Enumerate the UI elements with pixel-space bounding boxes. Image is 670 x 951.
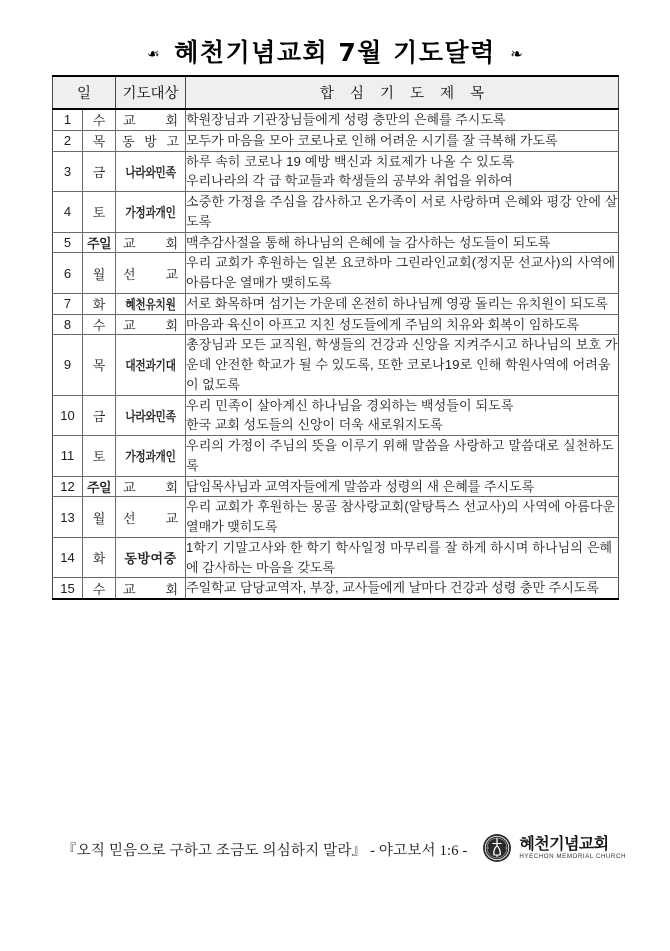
table-header [53,76,619,109]
prayer-target-label: 혜천유치원 [125,297,176,313]
prayer-target-char: 고 [166,134,180,150]
cell-day-number: 11 [53,436,83,477]
cell-prayer-topic [186,436,619,477]
cell-prayer-topic [186,537,619,578]
prayer-topic-line: 운데 안전한 학교가 될 수 있도록, 또한 코로나19로 인해 학원사역에 어려움 [186,357,611,372]
prayer-target-char: 동 [122,134,135,150]
prayer-target-label: 나라와민족 [125,408,176,424]
prayer-topic-line: 도록 [186,213,212,229]
cell-prayer-target [116,293,186,314]
cell-prayer-topic [186,192,619,233]
prayer-topic-line: 학원장님과 기관장님들에게 성령 충만의 은혜를 주시도록 [186,112,506,127]
prayer-target-char: 교 [165,510,179,526]
prayer-topic-line: 우리나라의 각 급 학교들과 학생들의 공부와 취업을 위하여 [186,173,513,189]
cell-weekday: 주일 [83,232,116,253]
prayer-target-label: 가정과개인 [125,205,176,221]
table-row [53,537,619,578]
cell-day-number: 1 [53,109,83,130]
prayer-target-char: 회 [165,479,179,495]
table-row [53,253,619,294]
cell-day-number: 7 [53,293,83,314]
prayer-target-char: 회 [165,581,179,597]
table-row [53,436,619,477]
table-row [53,578,619,599]
cell-day-number: 13 [53,497,83,538]
cell-prayer-topic [186,395,619,436]
prayer-calendar-table [52,75,619,600]
page-title-text: 혜천기념교회 7월 기도달력 [174,38,496,67]
cell-prayer-target [116,395,186,436]
cell-prayer-topic [186,476,619,497]
cell-prayer-topic [186,314,619,335]
prayer-target-label: 동방여중 [124,551,177,566]
prayer-target-char: 교 [123,581,136,597]
prayer-topic-line: 주일학교 담당교역자, 부장, 교사들에게 날마다 건강과 성령 충만 주시도록 [186,580,599,596]
cell-day-number: 12 [53,476,83,497]
cell-prayer-target [116,314,186,335]
prayer-target-label [116,233,185,252]
prayer-target-char: 교 [123,235,136,251]
cell-prayer-target [116,335,186,395]
cell-prayer-topic [186,335,619,395]
table-row [53,293,619,314]
table-row [53,109,619,130]
cell-weekday: 주일 [83,476,116,497]
prayer-target-label [116,110,185,129]
cell-prayer-topic [186,293,619,314]
table-row [53,314,619,335]
prayer-target-label [116,315,185,334]
cell-prayer-target [116,497,186,538]
prayer-topic-line: 우리 교회가 후원하는 일본 요코하마 그린라인교회(정지문 선교사)의 사역에 [186,255,616,271]
bible-verse: 『오직 믿음으로 구하고 조금도 의심하지 말라』 - 야고보서 1:6 - [62,843,468,859]
table-row [53,151,619,192]
prayer-target-char: 교 [123,113,136,129]
prayer-topic-line: 한국 교회 성도들의 신앙이 더욱 새로워지도록 [186,417,443,433]
prayer-topic-line: 서로 화목하며 섬기는 가운데 온전히 하나님께 영광 돌리는 유치원이 되도록 [186,295,608,311]
cell-prayer-topic [186,578,619,599]
prayer-topic-line: 아름다운 열매가 맺히도록 [186,275,332,290]
cell-prayer-target [116,109,186,130]
flourish-left-icon: ❧ [147,46,160,63]
table-row [53,232,619,253]
page-footer [0,833,670,883]
cell-weekday: 목 [83,130,116,151]
table-row [53,335,619,395]
cell-weekday: 목 [83,335,116,395]
cell-day-number: 14 [53,537,83,578]
cell-day-number: 6 [53,253,83,294]
cell-weekday: 토 [83,436,116,477]
prayer-target-label [116,508,185,527]
column-header-target: 기도대상 [116,76,186,109]
prayer-topic-line: 에 감사하는 마음을 갖도록 [186,559,335,575]
cell-weekday: 금 [83,151,116,192]
cell-day-number: 10 [53,395,83,436]
prayer-topic-line: 우리 교회가 후원하는 몽골 참사랑교회(알탕특스 선교사)의 사역에 아름다운 [186,499,616,515]
column-header-day: 일 [53,76,116,109]
church-name-en: HYECHON MEMORIAL CHURCH [519,852,626,860]
prayer-target-char: 방 [144,134,157,150]
cell-prayer-target [116,232,186,253]
cell-day-number: 4 [53,192,83,233]
table-row [53,130,619,151]
column-header-topic: 합 심 기 도 제 목 [186,76,619,109]
cell-prayer-target [116,151,186,192]
cell-day-number: 5 [53,232,83,253]
prayer-target-char: 회 [165,235,179,251]
cell-weekday: 화 [83,537,116,578]
prayer-target-label [116,264,185,283]
cell-prayer-topic [186,151,619,192]
church-name-block [519,833,626,860]
cell-prayer-target [116,578,186,599]
prayer-topic-line: 우리 민족이 살아계신 하나님을 경외하는 백성들이 되도록 [186,397,514,413]
cell-day-number: 15 [53,578,83,599]
cell-weekday: 수 [83,109,116,130]
cell-prayer-target [116,476,186,497]
flourish-right-icon: ❧ [510,46,523,63]
church-logo [482,833,626,863]
table-row [53,395,619,436]
prayer-target-char: 선 [123,266,136,282]
cell-weekday: 금 [83,395,116,436]
cell-weekday: 월 [83,497,116,538]
table-body [53,109,619,599]
table-row [53,476,619,497]
cell-weekday: 수 [83,314,116,335]
prayer-topic-line: 총장님과 모든 교직원, 학생들의 건강과 신앙을 지켜주시고 하나님의 보호 가 [186,337,618,353]
prayer-target-label [116,477,185,496]
cell-prayer-topic [186,109,619,130]
cell-weekday: 화 [83,293,116,314]
cell-prayer-target [116,253,186,294]
prayer-target-char: 회 [165,317,179,333]
prayer-target-char: 교 [123,479,136,495]
prayer-topic-line: 1학기 기말고사와 한 학기 학사일정 마무리를 잘 하게 하시며 하나님의 은혜 [186,539,613,555]
cell-weekday: 토 [83,192,116,233]
cell-prayer-topic [186,253,619,294]
church-emblem-icon [482,833,512,863]
table-row [53,497,619,538]
prayer-topic-line: 록 [186,457,199,473]
table-header-row [53,76,619,109]
prayer-topic-line: 열매가 맺히도록 [186,519,278,534]
cell-prayer-target [116,192,186,233]
prayer-target-label [116,131,185,150]
cell-day-number: 9 [53,335,83,395]
cell-prayer-target [116,436,186,477]
cell-day-number: 2 [53,130,83,151]
prayer-target-char: 교 [123,317,136,333]
prayer-topic-line: 맥추감사절을 통해 하나님의 은혜에 늘 감사하는 성도들이 되도록 [186,234,551,250]
church-name-ko: 혜천기념교회 [519,833,609,853]
prayer-target-label: 나라와민족 [125,164,176,180]
prayer-topic-line: 하루 속히 코로나 19 예방 백신과 치료제가 나올 수 있도록 [186,153,515,169]
prayer-target-char: 교 [165,266,179,282]
prayer-target-label [116,579,185,598]
prayer-target-char: 회 [165,113,179,129]
prayer-topic-line: 마음과 육신이 아프고 지친 성도들에게 주님의 치유와 회복이 임하도록 [186,316,580,332]
prayer-topic-line: 이 없도록 [186,376,240,392]
prayer-topic-line: 우리의 가정이 주님의 뜻을 이루기 위해 말씀을 사랑하고 말씀대로 실천하도 [186,438,614,453]
table-row [53,192,619,233]
cell-weekday: 월 [83,253,116,294]
cell-prayer-target [116,130,186,151]
prayer-target-label: 가정과개인 [125,449,176,465]
prayer-target-char: 선 [123,510,136,526]
cell-prayer-topic [186,497,619,538]
prayer-calendar-table-wrap [52,75,618,600]
cell-day-number: 8 [53,314,83,335]
prayer-topic-line: 담임목사님과 교역자들에게 말씀과 성령의 새 은혜를 주시도록 [186,478,535,494]
prayer-topic-line: 모두가 마음을 모아 코로나로 인해 어려운 시기를 잘 극복해 가도록 [186,132,558,148]
prayer-target-label: 대전과기대 [125,358,176,374]
prayer-topic-line: 소중한 가정을 주심을 감사하고 온가족이 서로 사랑하며 은혜와 평강 안에 살 [186,194,618,209]
cell-day-number: 3 [53,151,83,192]
page-title [0,33,670,69]
cell-weekday: 수 [83,578,116,599]
cell-prayer-target [116,537,186,578]
cell-prayer-topic [186,232,619,253]
cell-prayer-topic [186,130,619,151]
